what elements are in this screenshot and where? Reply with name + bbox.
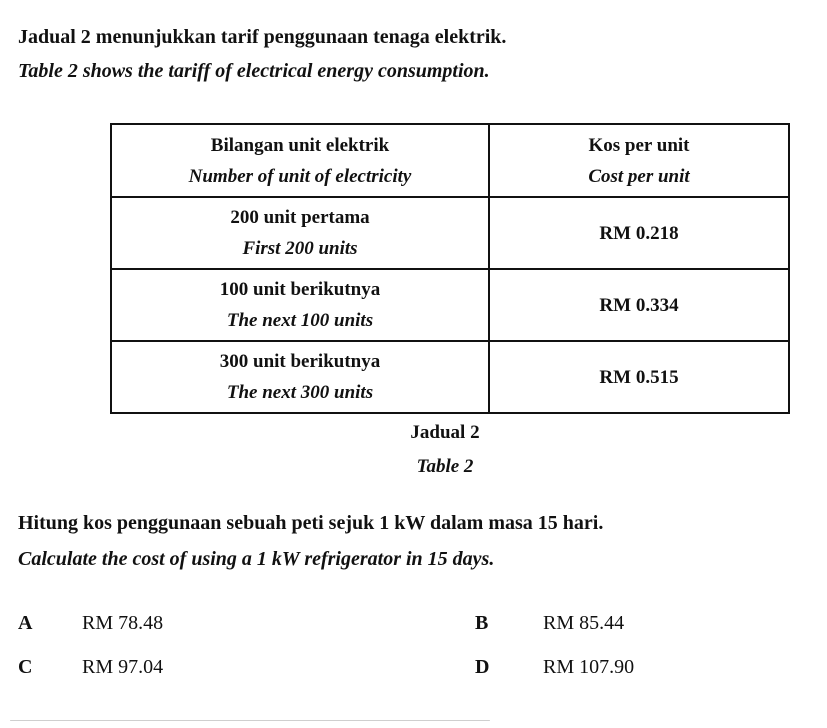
question-english: Calculate the cost of using a 1 kW refrigerator in 15 days.	[18, 548, 495, 570]
units-english: First 200 units	[242, 238, 358, 259]
units-malay: 200 unit pertama	[230, 207, 370, 228]
option-c[interactable]	[18, 656, 163, 679]
header-cost-malay: Kos per unit	[588, 134, 690, 156]
table-row	[111, 341, 789, 413]
option-letter: B	[475, 612, 489, 634]
header-units	[111, 124, 489, 197]
question-malay: Hitung kos penggunaan sebuah peti sejuk 1 kW dalam masa 15 hari.	[18, 512, 604, 534]
option-value: RM 85.44	[543, 612, 625, 634]
units-malay: 100 unit berikutnya	[219, 279, 381, 300]
units-english: The next 100 units	[226, 310, 374, 331]
units-cell	[111, 197, 489, 269]
cost-cell: RM 0.515	[489, 341, 789, 413]
header-cost-english: Cost per unit	[588, 165, 690, 187]
cost-cell: RM 0.218	[489, 197, 789, 269]
option-d[interactable]	[475, 656, 634, 679]
units-malay: 300 unit berikutnya	[219, 351, 381, 372]
header-units-english: Number of unit of electricity	[188, 165, 412, 187]
tariff-table	[110, 123, 790, 414]
header-cost	[489, 124, 789, 197]
divider	[10, 720, 490, 721]
option-value: RM 97.04	[82, 656, 164, 678]
option-letter: A	[18, 612, 33, 634]
units-cell	[111, 269, 489, 341]
option-b[interactable]	[475, 612, 624, 635]
statement-malay: Jadual 2 menunjukkan tarif penggunaan tenaga elektrik.	[18, 26, 507, 48]
table-caption-malay: Jadual 2	[410, 422, 480, 443]
units-cell	[111, 341, 489, 413]
option-a[interactable]	[18, 612, 163, 635]
table-header-row	[111, 124, 789, 197]
option-value: RM 78.48	[82, 612, 164, 634]
table-caption-english: Table 2	[416, 456, 474, 477]
option-letter: C	[18, 656, 33, 678]
table-row	[111, 197, 789, 269]
option-letter: D	[475, 656, 490, 678]
units-english: The next 300 units	[226, 382, 374, 403]
statement-english: Table 2 shows the tariff of electrical energy consumption.	[18, 60, 490, 82]
cost-cell: RM 0.334	[489, 269, 789, 341]
table-row	[111, 269, 789, 341]
header-units-malay: Bilangan unit elektrik	[210, 134, 390, 156]
option-value: RM 107.90	[543, 656, 635, 678]
